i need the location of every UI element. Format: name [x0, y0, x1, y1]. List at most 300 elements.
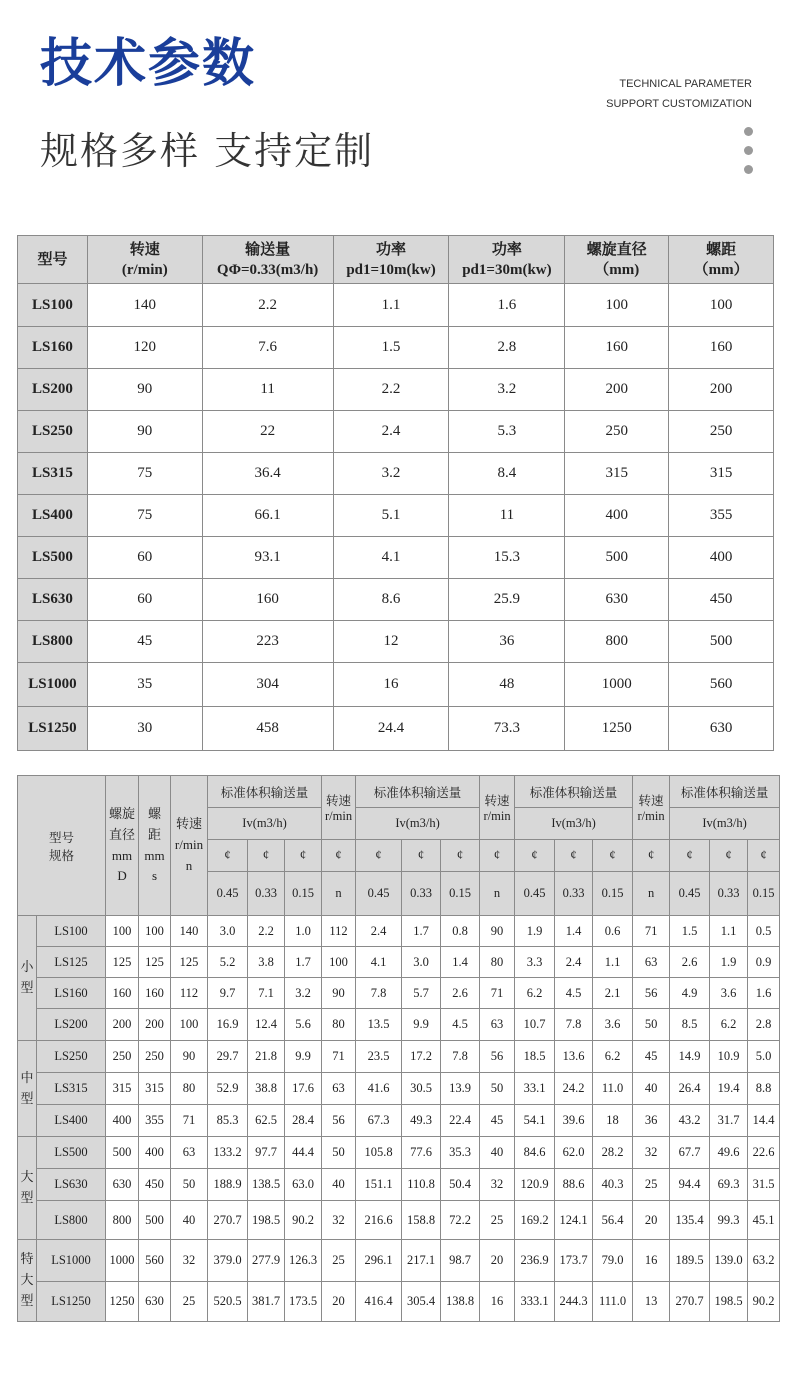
fill-header: 0.15: [748, 872, 780, 916]
phi-header: ȼ: [285, 840, 322, 872]
table-cell: 24.2: [555, 1073, 593, 1105]
phi-header: ȼ: [593, 840, 633, 872]
table-cell: 79.0: [593, 1240, 633, 1282]
table-cell: 50: [171, 1169, 208, 1201]
table-cell: 100: [322, 947, 356, 978]
model-cell: LS630: [18, 579, 88, 621]
table-cell: 1000: [106, 1240, 139, 1282]
table-row: [18, 947, 780, 978]
table-cell: 379.0: [208, 1240, 248, 1282]
table-cell: 2.4: [333, 411, 449, 453]
table-cell: 124.1: [555, 1201, 593, 1240]
table-cell: 1.1: [333, 284, 449, 327]
table-cell: 560: [669, 663, 774, 707]
table-cell: 270.7: [208, 1201, 248, 1240]
table-cell: 62.0: [555, 1137, 593, 1169]
table-cell: 250: [669, 411, 774, 453]
table-cell: 11: [202, 369, 333, 411]
model-header: [18, 776, 106, 916]
model-cell: LS160: [37, 978, 106, 1009]
size-group-line: 型: [20, 1292, 34, 1308]
column-header-line: （mm): [594, 261, 640, 278]
table-cell: 315: [565, 453, 669, 495]
table-cell: 200: [139, 1009, 171, 1041]
table-cell: 25.9: [449, 579, 565, 621]
table-cell: 54.1: [515, 1105, 555, 1137]
diameter-header-line: 直径: [109, 826, 136, 842]
column-header-line: 转速: [129, 241, 160, 258]
model-cell: LS400: [37, 1105, 106, 1137]
model-header-line: 型号: [49, 830, 75, 845]
table-cell: 2.6: [670, 947, 710, 978]
table-cell: 100: [669, 284, 774, 327]
table-cell: 90.2: [285, 1201, 322, 1240]
table-cell: 33.1: [515, 1073, 555, 1105]
column-header: [202, 236, 333, 284]
column-header: [333, 236, 449, 284]
size-group-line: 特: [20, 1251, 34, 1267]
table-cell: 250: [139, 1041, 171, 1073]
table-cell: 40: [480, 1137, 515, 1169]
table-cell: 1000: [565, 663, 669, 707]
table-row: [18, 1201, 780, 1240]
table-cell: 56: [633, 978, 670, 1009]
table-cell: 2.8: [449, 327, 565, 369]
table-cell: 50: [633, 1009, 670, 1041]
table-row: [18, 327, 774, 369]
table-header-row: [18, 236, 774, 284]
model-cell: LS1250: [37, 1282, 106, 1322]
table-cell: 138.8: [441, 1282, 480, 1322]
table-row: [18, 411, 774, 453]
table-cell: 80: [480, 947, 515, 978]
table-cell: 23.5: [356, 1041, 402, 1073]
table-cell: 63: [322, 1073, 356, 1105]
table-cell: 11.0: [593, 1073, 633, 1105]
table-cell: 188.9: [208, 1169, 248, 1201]
table-cell: 69.3: [710, 1169, 748, 1201]
column-header-line: 输送量: [245, 241, 291, 258]
table-cell: 5.7: [402, 978, 441, 1009]
table-cell: 41.6: [356, 1073, 402, 1105]
model-cell: LS1250: [18, 707, 88, 751]
model-cell: LS250: [18, 411, 88, 453]
table-row: [18, 663, 774, 707]
table-cell: 630: [106, 1169, 139, 1201]
table-cell: 6.2: [515, 978, 555, 1009]
table-cell: 800: [565, 621, 669, 663]
table-cell: 0.5: [748, 916, 780, 947]
model-cell: LS1000: [18, 663, 88, 707]
phi-header: ȼ: [208, 840, 248, 872]
table-cell: 97.7: [248, 1137, 285, 1169]
column-header-line: pd1=30m(kw): [462, 261, 552, 278]
fill-header: 0.33: [248, 872, 285, 916]
iv-header: Iv(m3/h): [670, 808, 780, 840]
table-cell: 160: [669, 327, 774, 369]
fill-header: 0.15: [441, 872, 480, 916]
table-cell: 236.9: [515, 1240, 555, 1282]
table-cell: 120: [87, 327, 202, 369]
table-cell: 36: [633, 1105, 670, 1137]
table-cell: 63.2: [748, 1240, 780, 1282]
phi-header: ȼ: [356, 840, 402, 872]
column-header-line: QΦ=0.33(m3/h): [216, 261, 319, 278]
fill-header: 0.15: [285, 872, 322, 916]
table-cell: 160: [202, 579, 333, 621]
table-row: [18, 495, 774, 537]
table-cell: 20: [633, 1201, 670, 1240]
speed-header-line: n: [185, 857, 193, 873]
table-cell: 9.9: [402, 1009, 441, 1041]
model-cell: LS100: [37, 916, 106, 947]
table-cell: 8.5: [670, 1009, 710, 1041]
table-cell: 100: [565, 284, 669, 327]
table-cell: 400: [106, 1105, 139, 1137]
table-cell: 90: [87, 411, 202, 453]
table-cell: 60: [87, 579, 202, 621]
table-cell: 16: [480, 1282, 515, 1322]
table-cell: 630: [139, 1282, 171, 1322]
speed-header: [480, 776, 515, 840]
table-row: [18, 916, 780, 947]
table-cell: 100: [139, 916, 171, 947]
table-cell: 1250: [106, 1282, 139, 1322]
table-cell: 63.0: [285, 1169, 322, 1201]
table-cell: 80: [171, 1073, 208, 1105]
table-cell: 111.0: [593, 1282, 633, 1322]
n-header: n: [480, 872, 515, 916]
table-row: [18, 978, 780, 1009]
volume-header: 标准体积输送量: [515, 776, 633, 808]
table-cell: 139.0: [710, 1240, 748, 1282]
table-cell: 216.6: [356, 1201, 402, 1240]
table-row: [18, 1137, 780, 1169]
table-row: [18, 707, 774, 751]
table-cell: 1.6: [748, 978, 780, 1009]
table-cell: 458: [202, 707, 333, 751]
model-cell: LS500: [18, 537, 88, 579]
table-cell: 60: [87, 537, 202, 579]
model-cell: LS160: [18, 327, 88, 369]
table-cell: 7.6: [202, 327, 333, 369]
model-cell: LS800: [37, 1201, 106, 1240]
model-cell: LS100: [18, 284, 88, 327]
phi-header: ȼ: [322, 840, 356, 872]
fill-header: 0.33: [402, 872, 441, 916]
table-cell: 630: [565, 579, 669, 621]
table-cell: 1.9: [710, 947, 748, 978]
table-cell: 10.9: [710, 1041, 748, 1073]
diameter-header: [106, 776, 139, 916]
table-cell: 31.7: [710, 1105, 748, 1137]
volume-header: 标准体积输送量: [670, 776, 780, 808]
column-header: [669, 236, 774, 284]
spec-table-basic: [17, 235, 774, 751]
table-cell: 13.6: [555, 1041, 593, 1073]
table-cell: 71: [171, 1105, 208, 1137]
table-cell: 296.1: [356, 1240, 402, 1282]
column-header: [18, 236, 88, 284]
fill-header: 0.45: [356, 872, 402, 916]
phi-header: ȼ: [748, 840, 780, 872]
table-cell: 25: [633, 1169, 670, 1201]
table-cell: 90: [480, 916, 515, 947]
speed-header: [322, 776, 356, 840]
table-cell: 133.2: [208, 1137, 248, 1169]
spec-table-detailed: [17, 775, 780, 1322]
table-cell: 2.2: [248, 916, 285, 947]
table-cell: 67.7: [670, 1137, 710, 1169]
table-cell: 1.5: [670, 916, 710, 947]
table-cell: 305.4: [402, 1282, 441, 1322]
table-cell: 30: [87, 707, 202, 751]
model-cell: LS200: [18, 369, 88, 411]
table-cell: 250: [565, 411, 669, 453]
size-group-line: 大: [20, 1169, 34, 1185]
table-cell: 173.5: [285, 1282, 322, 1322]
table-cell: 1.1: [710, 916, 748, 947]
model-cell: LS125: [37, 947, 106, 978]
table-cell: 77.6: [402, 1137, 441, 1169]
table-cell: 73.3: [449, 707, 565, 751]
model-cell: LS315: [18, 453, 88, 495]
table-cell: 400: [565, 495, 669, 537]
table-cell: 2.2: [202, 284, 333, 327]
size-group-cell: [18, 1137, 37, 1240]
table-cell: 28.2: [593, 1137, 633, 1169]
table-cell: 9.7: [208, 978, 248, 1009]
iv-header: Iv(m3/h): [515, 808, 633, 840]
table-cell: 2.8: [748, 1009, 780, 1041]
table-cell: 63: [633, 947, 670, 978]
header-row: [18, 776, 780, 808]
table-cell: 3.2: [449, 369, 565, 411]
table-row: [18, 1105, 780, 1137]
table-cell: 304: [202, 663, 333, 707]
phi-header: ȼ: [710, 840, 748, 872]
table-cell: 21.8: [248, 1041, 285, 1073]
table-cell: 93.1: [202, 537, 333, 579]
table-cell: 16.9: [208, 1009, 248, 1041]
model-header-line: 规格: [49, 848, 75, 863]
table-cell: 135.4: [670, 1201, 710, 1240]
table-cell: 560: [139, 1240, 171, 1282]
pitch-header-line: s: [151, 868, 158, 884]
table-cell: 12: [333, 621, 449, 663]
table-cell: 5.3: [449, 411, 565, 453]
table-cell: 1.5: [333, 327, 449, 369]
speed-header-line: 转速: [176, 816, 203, 832]
page-title: 技术参数: [40, 34, 257, 94]
speed-header-line: 转速: [638, 794, 664, 808]
table-cell: 4.5: [441, 1009, 480, 1041]
table-cell: 5.0: [748, 1041, 780, 1073]
table-cell: 40: [633, 1073, 670, 1105]
table-cell: 169.2: [515, 1201, 555, 1240]
model-cell: LS315: [37, 1073, 106, 1105]
column-header: [87, 236, 202, 284]
table-cell: 56: [480, 1041, 515, 1073]
table-cell: 0.8: [441, 916, 480, 947]
table-cell: 56: [322, 1105, 356, 1137]
table-cell: 8.4: [449, 453, 565, 495]
table-cell: 9.9: [285, 1041, 322, 1073]
table-cell: 244.3: [555, 1282, 593, 1322]
table-cell: 56.4: [593, 1201, 633, 1240]
table-cell: 10.7: [515, 1009, 555, 1041]
table-cell: 7.8: [441, 1041, 480, 1073]
table-cell: 49.3: [402, 1105, 441, 1137]
table-cell: 105.8: [356, 1137, 402, 1169]
phi-header: ȼ: [248, 840, 285, 872]
table-row: [18, 621, 774, 663]
table-cell: 31.5: [748, 1169, 780, 1201]
table-cell: 66.1: [202, 495, 333, 537]
more-dots-icon: [744, 127, 753, 184]
table-cell: 26.4: [670, 1073, 710, 1105]
table-row: [18, 1169, 780, 1201]
table-cell: 520.5: [208, 1282, 248, 1322]
table-row: [18, 284, 774, 327]
table-cell: 2.4: [555, 947, 593, 978]
table-cell: 800: [106, 1201, 139, 1240]
table-cell: 84.6: [515, 1137, 555, 1169]
table-cell: 173.7: [555, 1240, 593, 1282]
table-cell: 22.4: [441, 1105, 480, 1137]
table-cell: 500: [565, 537, 669, 579]
table-cell: 450: [139, 1169, 171, 1201]
table-cell: 40: [322, 1169, 356, 1201]
table-cell: 25: [171, 1282, 208, 1322]
table-cell: 50: [322, 1137, 356, 1169]
speed-header-line: r/min: [637, 809, 665, 823]
table-cell: 160: [139, 978, 171, 1009]
table-cell: 90: [87, 369, 202, 411]
table-cell: 125: [106, 947, 139, 978]
table-cell: 52.9: [208, 1073, 248, 1105]
table-cell: 125: [171, 947, 208, 978]
table-cell: 355: [139, 1105, 171, 1137]
table-cell: 16: [333, 663, 449, 707]
table-cell: 2.4: [356, 916, 402, 947]
table-cell: 140: [171, 916, 208, 947]
table-cell: 19.4: [710, 1073, 748, 1105]
table-cell: 200: [565, 369, 669, 411]
table-cell: 32: [171, 1240, 208, 1282]
table-cell: 24.4: [333, 707, 449, 751]
table-cell: 315: [139, 1073, 171, 1105]
phi-header: ȼ: [402, 840, 441, 872]
table-cell: 20: [322, 1282, 356, 1322]
table-cell: 200: [669, 369, 774, 411]
column-header-line: 功率: [491, 241, 522, 258]
table-cell: 1.6: [449, 284, 565, 327]
table-cell: 32: [480, 1169, 515, 1201]
table-cell: 0.6: [593, 916, 633, 947]
table-cell: 138.5: [248, 1169, 285, 1201]
table-cell: 13: [633, 1282, 670, 1322]
table-cell: 14.9: [670, 1041, 710, 1073]
size-group-line: 型: [20, 1190, 34, 1205]
table-cell: 4.5: [555, 978, 593, 1009]
table-cell: 400: [139, 1137, 171, 1169]
table-cell: 7.8: [555, 1009, 593, 1041]
table-cell: 6.2: [593, 1041, 633, 1073]
table-cell: 67.3: [356, 1105, 402, 1137]
table-cell: 45.1: [748, 1201, 780, 1240]
table-cell: 200: [106, 1009, 139, 1041]
table-cell: 277.9: [248, 1240, 285, 1282]
table-cell: 90.2: [748, 1282, 780, 1322]
model-cell: LS500: [37, 1137, 106, 1169]
table-cell: 1.4: [441, 947, 480, 978]
table-cell: 11: [449, 495, 565, 537]
table-cell: 126.3: [285, 1240, 322, 1282]
model-cell: LS200: [37, 1009, 106, 1041]
table-cell: 381.7: [248, 1282, 285, 1322]
fill-header: 0.45: [515, 872, 555, 916]
table-cell: 151.1: [356, 1169, 402, 1201]
column-header-line: 螺旋直径: [586, 241, 647, 258]
speed-header-line: r/min: [174, 837, 204, 853]
model-cell: LS630: [37, 1169, 106, 1201]
table-cell: 7.1: [248, 978, 285, 1009]
model-cell: LS250: [37, 1041, 106, 1073]
table-cell: 3.8: [248, 947, 285, 978]
table-cell: 98.7: [441, 1240, 480, 1282]
table-cell: 17.2: [402, 1041, 441, 1073]
table-cell: 43.2: [670, 1105, 710, 1137]
table-cell: 38.8: [248, 1073, 285, 1105]
table-cell: 120.9: [515, 1169, 555, 1201]
fill-header: 0.45: [208, 872, 248, 916]
table-cell: 22: [202, 411, 333, 453]
table-cell: 8.6: [333, 579, 449, 621]
table-cell: 630: [669, 707, 774, 751]
table-cell: 5.2: [208, 947, 248, 978]
table-cell: 110.8: [402, 1169, 441, 1201]
column-header-line: （mm）: [693, 261, 749, 278]
table-cell: 270.7: [670, 1282, 710, 1322]
table-cell: 90: [171, 1041, 208, 1073]
table-cell: 85.3: [208, 1105, 248, 1137]
table-cell: 100: [171, 1009, 208, 1041]
table-cell: 35: [87, 663, 202, 707]
column-header-line: 螺距: [706, 241, 737, 258]
table-cell: 50.4: [441, 1169, 480, 1201]
table-cell: 16: [633, 1240, 670, 1282]
table-cell: 198.5: [710, 1282, 748, 1322]
table-cell: 2.1: [593, 978, 633, 1009]
speed-header-line: 转速: [484, 794, 510, 808]
n-header: n: [633, 872, 670, 916]
table-cell: 125: [139, 947, 171, 978]
table-cell: 3.6: [710, 978, 748, 1009]
table-cell: 416.4: [356, 1282, 402, 1322]
column-header: [565, 236, 669, 284]
table-cell: 49.6: [710, 1137, 748, 1169]
table-cell: 88.6: [555, 1169, 593, 1201]
table-cell: 18.5: [515, 1041, 555, 1073]
size-group-line: 大: [20, 1272, 34, 1288]
table-cell: 13.5: [356, 1009, 402, 1041]
table-cell: 28.4: [285, 1105, 322, 1137]
table-row: [18, 1073, 780, 1105]
diameter-header-line: 螺旋: [109, 805, 136, 821]
table-cell: 2.2: [333, 369, 449, 411]
pitch-header: [139, 776, 171, 916]
